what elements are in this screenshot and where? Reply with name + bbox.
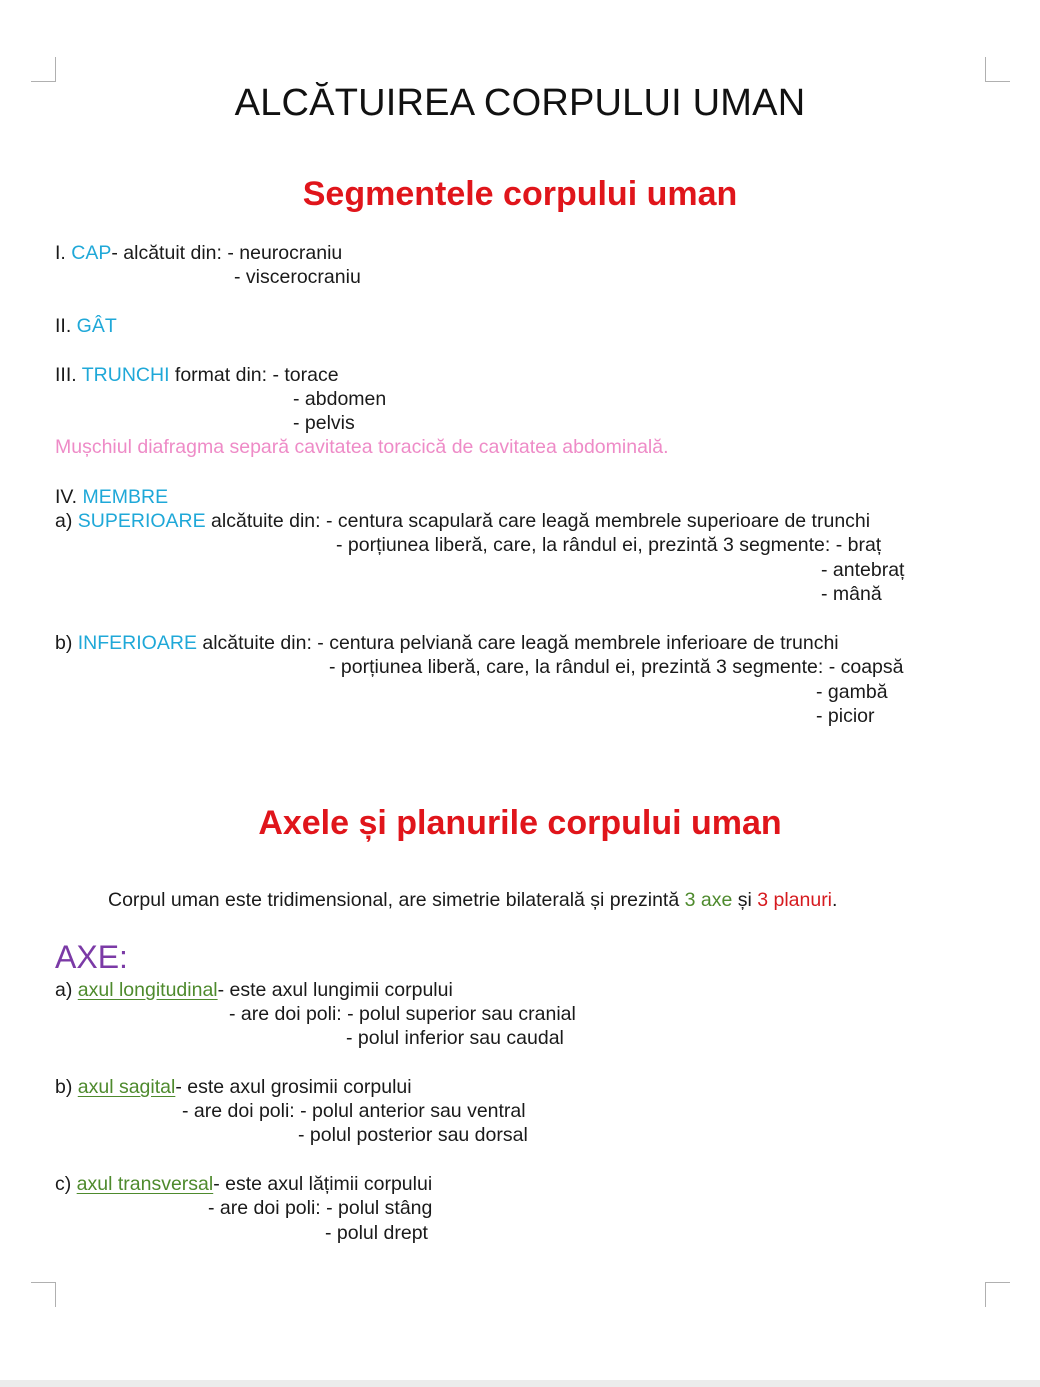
axis-prefix: a) — [55, 979, 78, 1001]
superioare-line-4: - mână — [821, 583, 882, 605]
margin-corner-bottom-right — [985, 1282, 1010, 1307]
gat-prefix: II. — [55, 315, 77, 337]
membre-prefix: IV. — [55, 486, 83, 508]
section-heading-axe-planuri: Axele și planurile corpului uman — [258, 804, 782, 842]
axis-name: axul longitudinal — [77, 979, 218, 1001]
margin-corner-bottom-left — [31, 1282, 56, 1307]
superioare-text: alcătuite din: - centura scapulară care leagă membrele superioare de trunchi — [205, 510, 871, 532]
cap-line — [55, 241, 342, 265]
viewer-bottom-strip — [0, 1380, 1040, 1387]
intro-period: . — [832, 889, 838, 911]
trunchi-line-2: - abdomen — [293, 388, 387, 410]
intro-conjunction: și — [732, 889, 758, 911]
trunchi-line — [55, 363, 339, 387]
margin-corner-top-right — [985, 57, 1010, 82]
axe-heading: AXE: — [55, 939, 128, 975]
axis-longitudinal-line — [55, 978, 453, 1002]
inferioare-line-3: - gambă — [816, 681, 888, 703]
axis-prefix: b) — [55, 1076, 78, 1098]
inferioare-keyword: INFERIOARE — [77, 632, 197, 654]
superioare-line-2: - porțiunea liberă, care, la rândul ei, prezintă 3 segmente: - braț — [336, 534, 882, 556]
axis-description: - este axul lățimii corpului — [213, 1173, 433, 1195]
trunchi-line-3: - pelvis — [293, 412, 355, 434]
section-heading-segmente: Segmentele corpului uman — [302, 175, 738, 213]
inferioare-text: alcătuite din: - centura pelviană care leagă membrele inferioare de trunchi — [196, 632, 839, 654]
inferioare-line — [55, 631, 839, 655]
membre-keyword: MEMBRE — [82, 486, 169, 508]
axis-longitudinal-line-2: - are doi poli: - polul superior sau cranial — [229, 1003, 576, 1025]
superioare-keyword: SUPERIOARE — [77, 510, 206, 532]
gat-line — [55, 314, 117, 338]
inferioare-line-4: - picior — [816, 705, 875, 727]
superioare-line — [55, 509, 870, 533]
cap-keyword: CAP — [71, 242, 112, 264]
margin-corner-top-left — [31, 57, 56, 82]
superioare-prefix: a) — [55, 510, 78, 532]
diafragma-note: Mușchiul diafragma separă cavitatea toracică de cavitatea abdominală. — [55, 436, 669, 458]
document-title: ALCĂTUIREA CORPULUI UMAN — [234, 82, 806, 124]
intro-axe-count: 3 axe — [684, 889, 733, 911]
axis-transversal-line-3: - polul drept — [325, 1222, 428, 1244]
axis-transversal-line — [55, 1172, 432, 1196]
trunchi-text: format din: - torace — [169, 364, 339, 386]
membre-line — [55, 485, 168, 509]
axis-description: - este axul grosimii corpului — [175, 1076, 412, 1098]
axis-prefix: c) — [55, 1173, 77, 1195]
gat-keyword: GÂT — [76, 315, 117, 337]
inferioare-line-2: - porțiunea liberă, care, la rândul ei, prezintă 3 segmente: - coapsă — [329, 656, 904, 678]
axis-sagital-line-3: - polul posterior sau dorsal — [298, 1124, 528, 1146]
axis-sagital-line-2: - are doi poli: - polul anterior sau ventral — [182, 1100, 526, 1122]
axis-transversal-line-2: - are doi poli: - polul stâng — [208, 1197, 433, 1219]
cap-line-2: - viscerocraniu — [234, 266, 361, 288]
intro-planuri-count: 3 planuri — [757, 889, 833, 911]
trunchi-keyword: TRUNCHI — [81, 364, 170, 386]
axis-sagital-line — [55, 1075, 412, 1099]
axis-name: axul sagital — [77, 1076, 176, 1098]
inferioare-prefix: b) — [55, 632, 78, 654]
intro-paragraph — [108, 888, 837, 912]
axis-name: axul transversal — [76, 1173, 214, 1195]
cap-prefix: I. — [55, 242, 72, 264]
intro-text: Corpul uman este tridimensional, are simetrie bilaterală și prezintă — [108, 889, 685, 911]
superioare-line-3: - antebraț — [821, 559, 905, 581]
axis-description: - este axul lungimii corpului — [217, 979, 453, 1001]
cap-text: - alcătuit din: - neurocraniu — [111, 242, 343, 264]
axis-longitudinal-line-3: - polul inferior sau caudal — [346, 1027, 564, 1049]
trunchi-prefix: III. — [55, 364, 82, 386]
